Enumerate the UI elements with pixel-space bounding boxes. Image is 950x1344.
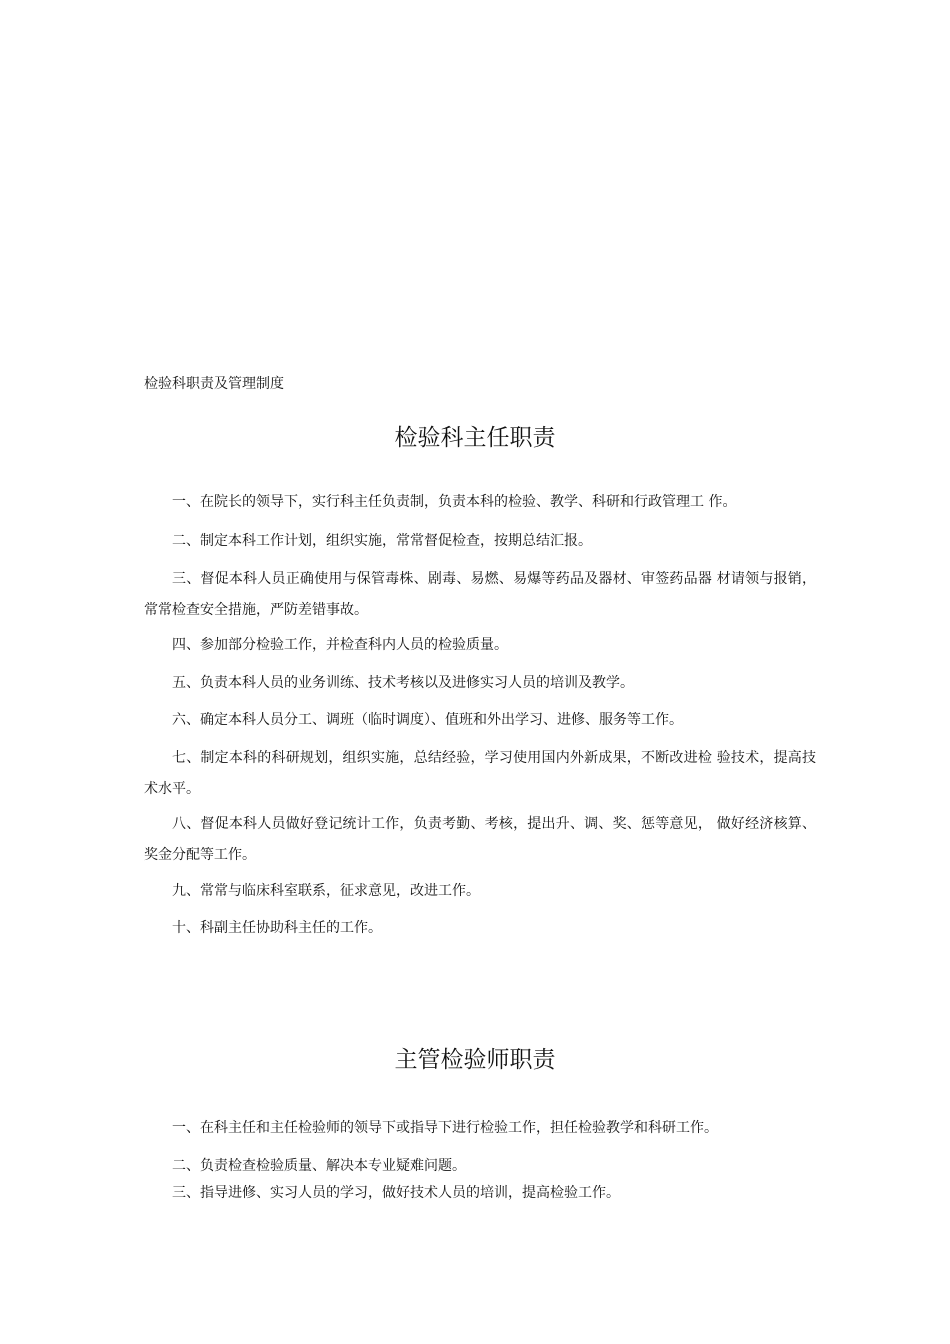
paragraph: 七、制定本科的科研规划，组织实施，总结经验，学习使用国内外新成果，不断改进检 验技术，提高技术水平。 xyxy=(144,750,816,797)
paragraph: 三、督促本科人员正确使用与保管毒株、剧毒、易燃、易爆等药品及器材、审签药品器 材请领与报销，常常检查安全措施，严防差错事故。 xyxy=(144,571,816,618)
paragraph: 一、在院长的领导下，实行科主任负责制，负责本科的检验、教学、科研和行政管理工 作。 xyxy=(172,494,737,510)
paragraph: 十、科副主任协助科主任的工作。 xyxy=(172,920,382,936)
section-title-director-duties: 检验科主任职责 xyxy=(394,425,556,451)
document-header: 检验科职责及管理制度 xyxy=(144,376,284,392)
paragraph: 三、指导进修、实习人员的学习，做好技术人员的培训，提高检验工作。 xyxy=(172,1185,620,1201)
paragraph: 二、制定本科工作计划，组织实施，常常督促检查，按期总结汇报。 xyxy=(172,533,592,549)
paragraph: 六、确定本科人员分工、调班（临时调度）、值班和外出学习、进修、服务等工作。 xyxy=(172,712,683,728)
paragraph: 九、常常与临床科室联系，征求意见，改进工作。 xyxy=(172,883,480,899)
paragraph: 八、督促本科人员做好登记统计工作，负责考勤、考核，提出升、调、奖、惩等意见， 做好经济核算、奖金分配等工作。 xyxy=(144,816,816,863)
paragraph: 五、负责本科人员的业务训练、技术考核以及进修实习人员的培训及教学。 xyxy=(172,675,634,691)
paragraph: 一、在科主任和主任检验师的领导下或指导下进行检验工作，担任检验教学和科研工作。 xyxy=(172,1120,718,1136)
paragraph: 二、负责检查检验质量、解决本专业疑难问题。 xyxy=(172,1158,466,1174)
paragraph: 四、参加部分检验工作，并检查科内人员的检验质量。 xyxy=(172,637,508,653)
section-title-supervisor-duties: 主管检验师职责 xyxy=(394,1047,556,1073)
